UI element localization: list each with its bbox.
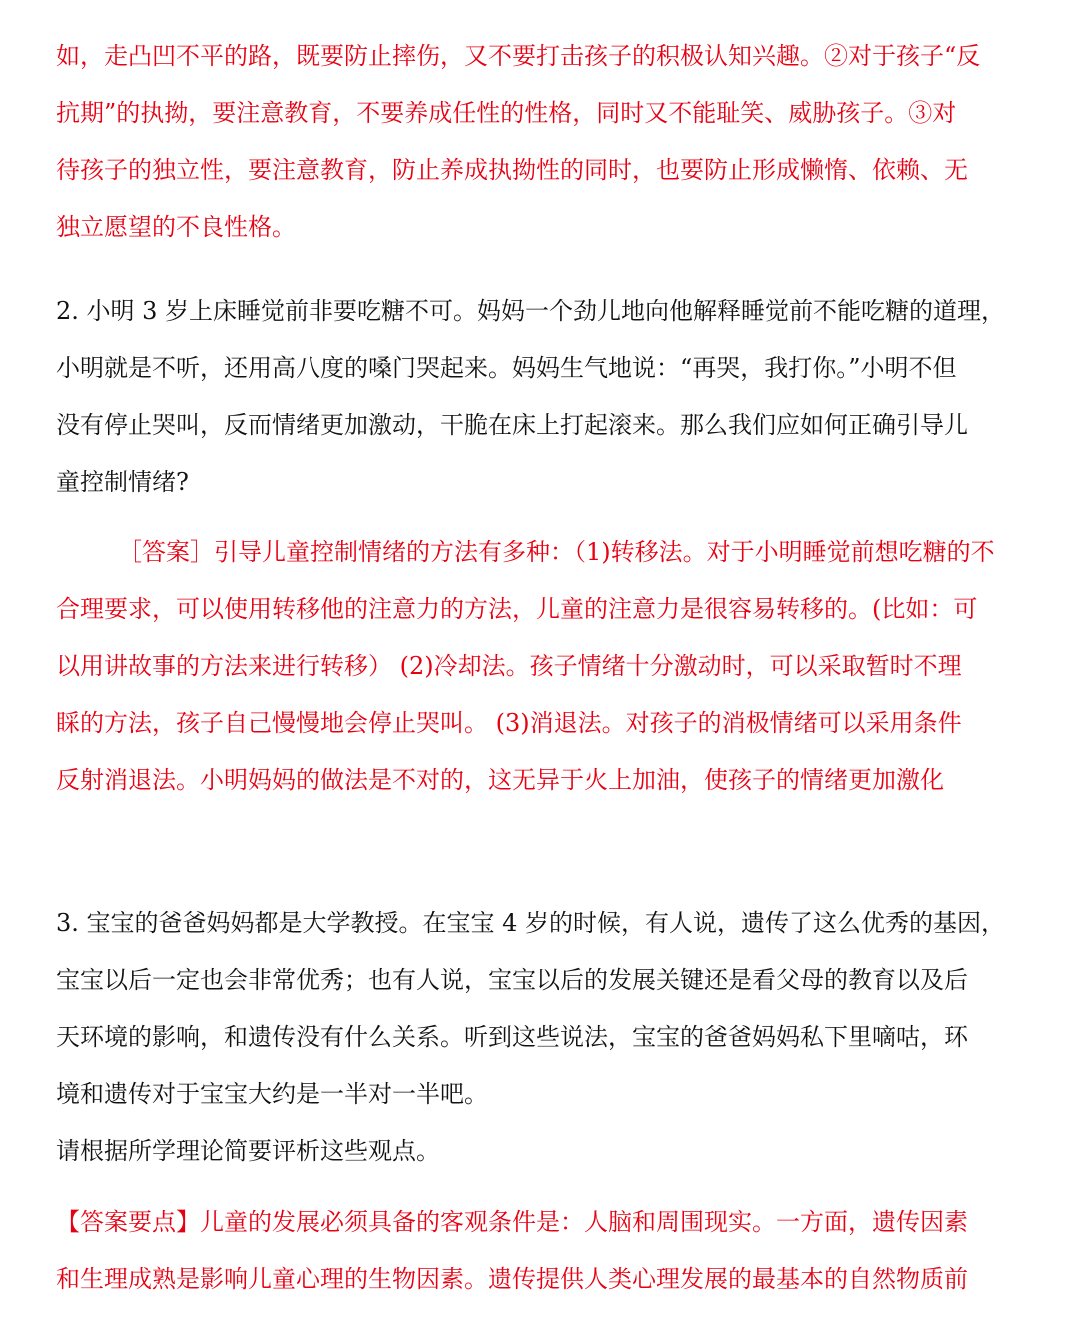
text-line: 3. 宝宝的爸爸妈妈都是大学教授。在宝宝 4 岁的时候，有人说，遗传了这么优秀的基因， (56, 909, 1006, 937)
text-line: 合理要求，可以使用转移他的注意力的方法，儿童的注意力是很容易转移的。(比如：可 (56, 595, 978, 623)
text-line: 抗期”的执拗，要注意教育，不要养成任性的性格，同时又不能耻笑、威胁孩子。③对 (56, 99, 957, 127)
text-line: 以用讲故事的方法来进行转移） (2)冷却法。孩子情绪十分激动时，可以采取暂时不理 (56, 652, 962, 680)
text-line: 独立愿望的不良性格。 (56, 213, 296, 241)
text-line: 【答案要点】儿童的发展必须具备的客观条件是：人脑和周围现实。一方面，遗传因素 (56, 1208, 968, 1236)
text-line: 童控制情绪? (56, 468, 189, 496)
text-line: 没有停止哭叫，反而情绪更加激动，干脆在床上打起滚来。那么我们应如何正确引导儿 (56, 411, 968, 439)
text-line: 小明就是不听，还用高八度的嗓门哭起来。妈妈生气地说：“再哭，我打你。”小明不但 (56, 354, 957, 382)
text-line: 2. 小明 3 岁上床睡觉前非要吃糖不可。妈妈一个劲儿地向他解释睡觉前不能吃糖的道理， (56, 297, 1006, 325)
text-line: 和生理成熟是影响儿童心理的生物因素。遗传提供人类心理发展的最基本的自然物质前 (56, 1265, 968, 1293)
text-line: 境和遗传对于宝宝大约是一半对一半吧。 (56, 1080, 488, 1108)
text-line: 反射消退法。小明妈妈的做法是不对的，这无异于火上加油，使孩子的情绪更加激化 (56, 766, 944, 794)
text-line: 如，走凸凹不平的路，既要防止摔伤，又不要打击孩子的积极认知兴趣。②对于孩子“反 (56, 42, 981, 70)
text-line: 请根据所学理论简要评析这些观点。 (56, 1137, 440, 1165)
text-line: 宝宝以后一定也会非常优秀；也有人说，宝宝以后的发展关键还是看父母的教育以及后 (56, 966, 968, 994)
text-line: ［答案］引导儿童控制情绪的方法有多种：（1)转移法。对于小明睡觉前想吃糖的不 (118, 538, 995, 566)
text-line: 睬的方法，孩子自己慢慢地会停止哭叫。 (3)消退法。对孩子的消极情绪可以采用条件 (56, 709, 962, 737)
text-line: 天环境的影响，和遗传没有什么关系。听到这些说法，宝宝的爸爸妈妈私下里嘀咕，环 (56, 1023, 968, 1051)
text-line: 待孩子的独立性，要注意教育，防止养成执拗性的同时，也要防止形成懒惰、依赖、无 (56, 156, 968, 184)
